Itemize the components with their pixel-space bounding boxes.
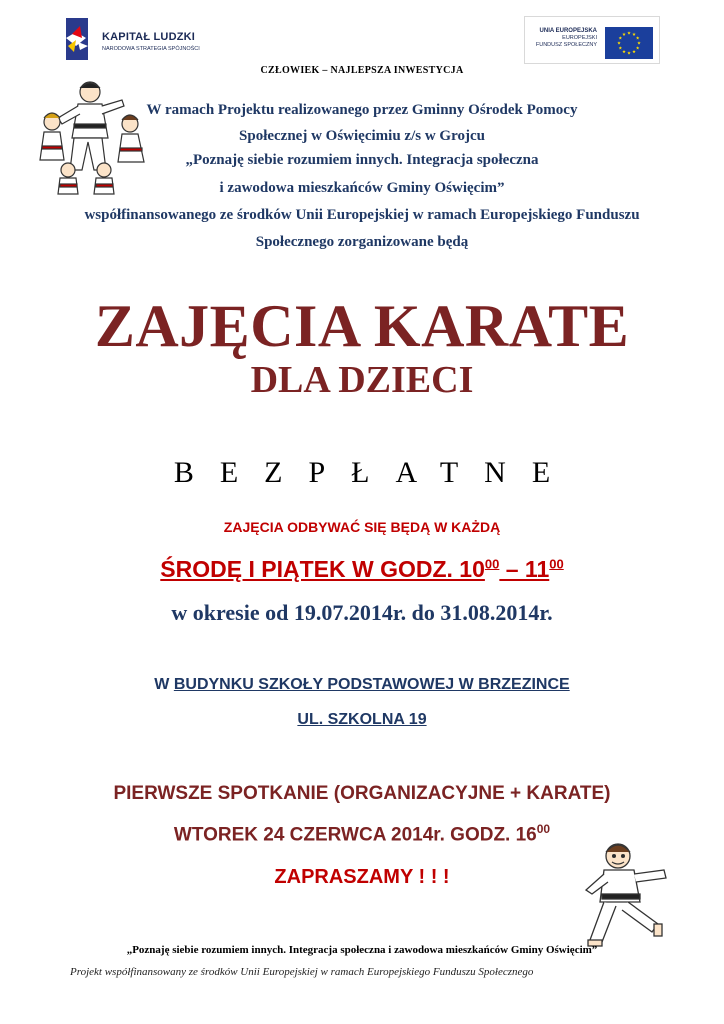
eu-flag-icon (605, 27, 653, 59)
schedule-days (0, 556, 724, 583)
intro-line-1: W ramach Projektu realizowanego przez Gminny Ośrodek Pomocy (146, 102, 578, 118)
karate-kick-illustration (582, 840, 674, 950)
venue-building-text: BUDYNKU SZKOŁY PODSTAWOWEJ W BRZEZINCE (173, 676, 570, 693)
motto: CZŁOWIEK – NAJLEPSZA INWESTYCJA (260, 65, 464, 76)
kapital-ludzki-subtitle: NARODOWA STRATEGIA SPÓJNOŚCI (102, 46, 200, 52)
free-label: BEZPŁATNE (173, 456, 577, 489)
intro-line-2: Społecznej w Oświęcimiu z/s w Grojcu (239, 128, 485, 144)
schedule-intro: ZAJĘCIA ODBYWAĆ SIĘ BĘDĄ W KAŻDĄ (223, 519, 501, 535)
venue-building (0, 676, 724, 694)
venue-prefix: W (154, 676, 174, 693)
eu-line1: UNIA EUROPEJSKA (539, 28, 597, 34)
schedule-start-minutes: 00 (484, 556, 500, 572)
subheadline: DLA DZIECI (250, 359, 474, 401)
intro-line-5: współfinansowanego ze środków Unii Europejskiej w ramach Europejskiego Funduszu (84, 207, 640, 223)
schedule-days-text: ŚRODĘ I PIĄTEK W GODZ. 10 (160, 556, 485, 582)
eu-line2: EUROPEJSKI (562, 35, 597, 41)
intro-line-6: Społecznego zorganizowane będą (255, 234, 469, 250)
invitation: ZAPRASZAMY ! ! ! (274, 866, 450, 888)
schedule-end-minutes: 00 (549, 556, 564, 572)
eu-logo (524, 16, 660, 64)
kapital-ludzki-logo-icon (62, 16, 98, 62)
intro-line-4: i zawodowa mieszkańców Gminy Oświęcim” (219, 180, 505, 196)
footer-cofinancing: Projekt współfinansowany ze środków Unii Europejskiej w ramach Europejskiego Funduszu Społecznego (70, 966, 534, 978)
schedule-dash: – 11 (499, 556, 550, 582)
kapital-ludzki-title: KAPITAŁ LUDZKI (102, 31, 196, 43)
eu-logo-text (536, 28, 597, 49)
schedule-period: w okresie od 19.07.2014r. do 31.08.2014r. (171, 600, 553, 625)
venue-street: UL. SZKOLNA 19 (297, 711, 427, 728)
first-meeting-date-text: WTOREK 24 CZERWCA 2014r. GODZ. 16 (173, 824, 537, 846)
first-meeting-title: PIERWSZE SPOTKANIE (ORGANIZACYJNE + KARATE) (113, 783, 611, 804)
first-meeting-minutes: 00 (536, 822, 551, 836)
kapital-ludzki-logo (62, 16, 212, 64)
footer-project-title: „Poznaję siebie rozumiem innych. Integracja społeczna i zawodowa mieszkańców Gminy Oświęcim” (126, 944, 598, 956)
eu-line3: FUNDUSZ SPOŁECZNY (535, 42, 597, 48)
headline: ZAJĘCIA KARATE (94, 293, 630, 359)
intro-line-3: „Poznaję siebie rozumiem innych. Integracja społeczna (185, 152, 539, 168)
